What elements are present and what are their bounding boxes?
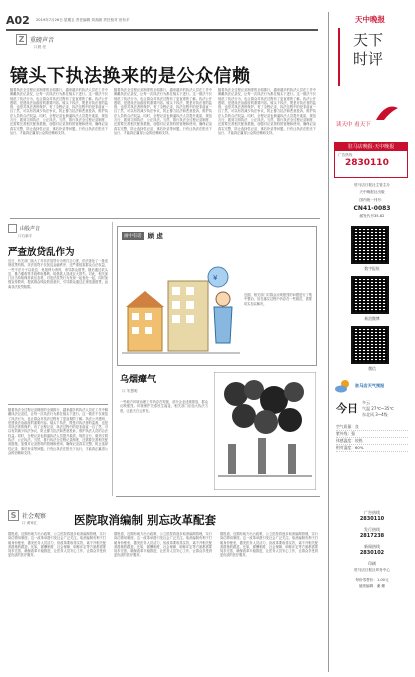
vrule-1 (112, 222, 113, 496)
contact-phone2: 2817238 (359, 533, 385, 539)
weather-row: 相对湿度：60% (336, 445, 408, 452)
masthead: 天中晚报 (355, 15, 385, 24)
contact-phone1: 2830110 (359, 516, 385, 522)
bottom-body-3: 据报道，近期有地方出台政策，公立医院将逐步取消编制管理，实行岗位聘用制度。这一改革举措引发社会广泛关注。取消编制有利于打破身份壁垒，激发医务人员活力，但改革要取得实效，离不开相关配套措施的跟进。比如，薪酬制度、社会保障、职称评定等方面都需要同步完善，确保改革平稳推进，让医务人员安心工作，让群众享受到更优质的医疗服务。 (220, 532, 318, 558)
bottom-body-2: 据报道，近期有地方出台政策，公立医院将逐步取消编制管理，实行岗位聘用制度。这一改革举措引发社会广泛关注。取消编制有利于打破身份壁垒，激发医务人员活力，但改革要取得实效，离不开相关配套措施的跟进。比如，薪酬制度、社会保障、职称评定等方面都需要同步完善，确保改革平稳推进，让医务人员安心工作，让群众享受到更优质的医疗服务。 (114, 532, 212, 558)
weather-desc: 多云 (362, 400, 370, 405)
sub-body: 一些地方环境治理工作仍存在短板，部分企业违规排放，群众反映强烈。环境保护关系民生福祉，相关部门应加大执法力度，让蓝天白云常在。 (120, 400, 208, 413)
qr-code-3[interactable] (351, 326, 389, 364)
sponsor-line1: 驻马店日报社主管主办 (354, 183, 390, 187)
qr-code-2[interactable] (351, 276, 389, 314)
cartoon-caption: 近期，相关部门对群众反映强烈的问题进行了集中整治，但在落实过程中仍存在一些顾虑，需要切实加以解决。 (244, 293, 312, 306)
contact-label3: 新闻热线 (364, 544, 380, 549)
bottom-body-1: 据报道，近期有地方出台政策，公立医院将逐步取消编制管理，实行岗位聘用制度。这一改革举措引发社会广泛关注。取消编制有利于打破身份壁垒，激发医务人员活力，但改革要取得实效，离不开相关配套措施的跟进。比如，薪酬制度、社会保障、职称评定等方面都需要同步完善，确保改革平稳推进，让医务人员安心工作，让群众享受到更优质的医疗服务。 (8, 532, 106, 558)
heading-zhongbang (16, 34, 54, 45)
contact-phone3: 2830102 (359, 550, 385, 556)
page-code: A02 (6, 14, 30, 27)
left-body: 近日，有关部门加大了对非法放贷行为的打击力度，依法查处了一批违规放贷机构。非法放贷不仅扰乱金融秩序，还严重侵害群众合法权益，一些不法分子以低息、免抵押为诱饵，诱导群众借贷，随后通过砍头息、暴力催收等手段牟取暴利，给借款人造成巨大损失。对此，相关部门应当持续保持高压态势，对违法放贷行为发现一起查处一起，同时加强宣传教育，提高群众风险防范意识，引导群众通过正规渠道借贷，远离非法放贷陷阱。 (8, 259, 108, 289)
main-headline: 镜头下执法换来的是公众信赖 (10, 66, 251, 87)
rule-1 (10, 218, 320, 219)
watch-line: 读天中 看天下 (336, 122, 371, 128)
bottom-heading (8, 510, 46, 521)
sub-author: 口 朱慧明 (122, 389, 138, 393)
cartoon-author: 顾 虑 (147, 232, 163, 240)
cartoon-frame (117, 226, 317, 366)
article-body-col3: 随着执法全过程记录制度的全面推行，越来越多的执法人员在工作中佩戴执法记录仪，让每一次执法行为都在镜头下进行。这一做法不仅规范了执法行为，也让群众对执法过程有了更直观的了解。执法公开透明，是建设法治政府的重要内容。镜头下执法，既是对执法者的监督，也是对执法者的保护。有了全程记录，执法过程中的是非曲直一目了然，可以有效减少执法争议，防止暴力抗法和恶意投诉，维护执法人员的合法权益。同时，全程记录也倒逼执法人员提升素质，规范言行，做到文明执法、公正执法。当然，推行执法全过程记录制度，还需要完善相关配套措施，加强对记录资料的管理和使用，确保记录真实完整，防止选择性记录、事后补录等问题。只有让执法在阳光下运行，才能真正赢得公众的信赖和支持。 (218, 88, 316, 135)
z-logo-icon: Z (16, 34, 27, 45)
left-heading-text: 由股声音 (20, 226, 41, 232)
header-rule (6, 29, 318, 31)
heading-left (8, 224, 40, 233)
weather-rows (336, 424, 408, 452)
bottom-headline: 医院取消编制 别忘改革配套 (74, 513, 217, 527)
swirl-logo-icon (372, 100, 402, 124)
article-body-col1: 随着执法全过程记录制度的全面推行，越来越多的执法人员在工作中佩戴执法记录仪，让每一次执法行为都在镜头下进行。这一做法不仅规范了执法行为，也让群众对执法过程有了更直观的了解。执法公开透明，是建设法治政府的重要内容。镜头下执法，既是对执法者的监督，也是对执法者的保护。有了全程记录，执法过程中的是非曲直一目了然，可以有效减少执法争议，防止暴力抗法和恶意投诉，维护执法人员的合法权益。同时，全程记录也倒逼执法人员提升素质，规范言行，做到文明执法、公正执法。当然，推行执法全过程记录制度，还需要完善相关配套措施，加强对记录资料的管理和使用，确保记录真实完整，防止选择性记录、事后补录等问题。只有让执法在阳光下运行，才能真正赢得公众的信赖和支持。 (10, 88, 108, 135)
ad-sub: 广告热线 (338, 153, 353, 157)
article-body-col2: 随着执法全过程记录制度的全面推行，越来越多的执法人员在工作中佩戴执法记录仪，让每一次执法行为都在镜头下进行。这一做法不仅规范了执法行为，也让群众对执法过程有了更直观的了解。执法公开透明，是建设法治政府的重要内容。镜头下执法，既是对执法者的监督，也是对执法者的保护。有了全程记录，执法过程中的是非曲直一目了然，可以有效减少执法争议，防止暴力抗法和恶意投诉，维护执法人员的合法权益。同时，全程记录也倒逼执法人员提升素质，规范言行，做到文明执法、公正执法。当然，推行执法全过程记录制度，还需要完善相关配套措施，加强对记录资料的管理和使用，确保记录真实完整，防止选择性记录、事后补录等问题。只有让执法在阳光下运行，才能真正赢得公众的信赖和支持。 (114, 88, 212, 135)
contact-label4: 印刷 (368, 561, 376, 566)
editor-line: 值班编辑：谢 姗 (358, 584, 386, 588)
print-line: 每份零售价：1.00元 (355, 578, 389, 582)
s-logo-icon: S (8, 510, 19, 521)
postal-code: 邮发代号35-82 (359, 214, 385, 218)
date-line: 2019年7月26日 星期五 责任编辑 刘高阁 责任校对 田有平 (36, 18, 130, 22)
qr-code-1[interactable] (351, 226, 389, 264)
ad-box (334, 142, 408, 178)
contact-text4: 驻马店日报社印务中心 (354, 568, 390, 572)
contact-block (334, 510, 410, 589)
left-byline: 口石新宇 (18, 234, 33, 238)
cn-code-label: 国内统一刊号： (359, 198, 385, 202)
section-title-line2: 时评 (352, 50, 383, 68)
sub-headline: 乌烟瘴气 (120, 375, 157, 385)
section-title-line1: 天下 (352, 31, 383, 49)
temp-range: 气温 27℃~35℃ (362, 406, 394, 411)
svg-text:¥: ¥ (213, 274, 218, 282)
contact-label2: 发行热线 (364, 527, 380, 532)
ad-title: 驻马店晚报·天中晚报 (335, 143, 407, 151)
left-body-2: 随着执法全过程记录制度的全面推行，越来越多的执法人员在工作中佩戴执法记录仪，让每一次执法行为都在镜头下进行。这一做法不仅规范了执法行为，也让群众对执法过程有了更直观的了解。执法公开透明，是建设法治政府的重要内容。镜头下执法，既是对执法者的监督，也是对执法者的保护。有了全程记录，执法过程中的是非曲直一目了然，可以有效减少执法争议，防止暴力抗法和恶意投诉，维护执法人员的合法权益。同时，全程记录也倒逼执法人员提升素质，规范言行，做到文明执法、公正执法。当然，推行执法全过程记录制度，还需要完善相关配套措施，加强对记录资料的管理和使用，确保记录真实完整，防止选择性记录、事后补录等问题。只有让执法在阳光下运行，才能真正赢得公众的信赖和支持。 (8, 408, 108, 455)
section-title-box (338, 28, 396, 86)
cartoon-tag: 画中有话 (124, 233, 142, 239)
rule-2 (116, 496, 320, 497)
weather-row: 紫外线：强 (336, 431, 408, 438)
weather-row: 体感温度：较热 (336, 438, 408, 445)
qr3-label: 微信 (368, 366, 376, 371)
left-logo-icon (8, 224, 17, 233)
weather-title: 驻马店天气预报 (355, 383, 385, 388)
cartoon-illustration (122, 247, 240, 361)
bottom-byline: 口 黄家汇 (22, 521, 38, 525)
sponsor-line2: 天中晚报社出版 (359, 190, 385, 194)
qr1-label: 数字报纸 (364, 266, 380, 271)
weather-row: 空气质量：良 (336, 424, 408, 431)
bottom-heading-text: 社会观察 (22, 513, 47, 520)
heading-text: 重磅声音 (30, 37, 55, 44)
contact-title: 广告热线 (364, 510, 380, 515)
sidebar-divider (328, 12, 329, 672)
wind-info: 东北风 3~4级 (362, 412, 388, 417)
qr2-label: 新浪微博 (364, 316, 380, 321)
cartoon-heading (122, 231, 163, 240)
ad-phone: 2830110 (345, 158, 389, 168)
cn-code: CN41-0083 (353, 205, 391, 212)
byline: 口晨 亮 (34, 45, 46, 49)
today-label: 今日 (336, 402, 358, 415)
smog-illustration (214, 372, 316, 490)
left-headline: 严查放贷乱作为 (8, 247, 75, 258)
rule-left (8, 404, 108, 405)
weather-header (334, 376, 410, 396)
cloud-sun-icon (334, 379, 352, 393)
